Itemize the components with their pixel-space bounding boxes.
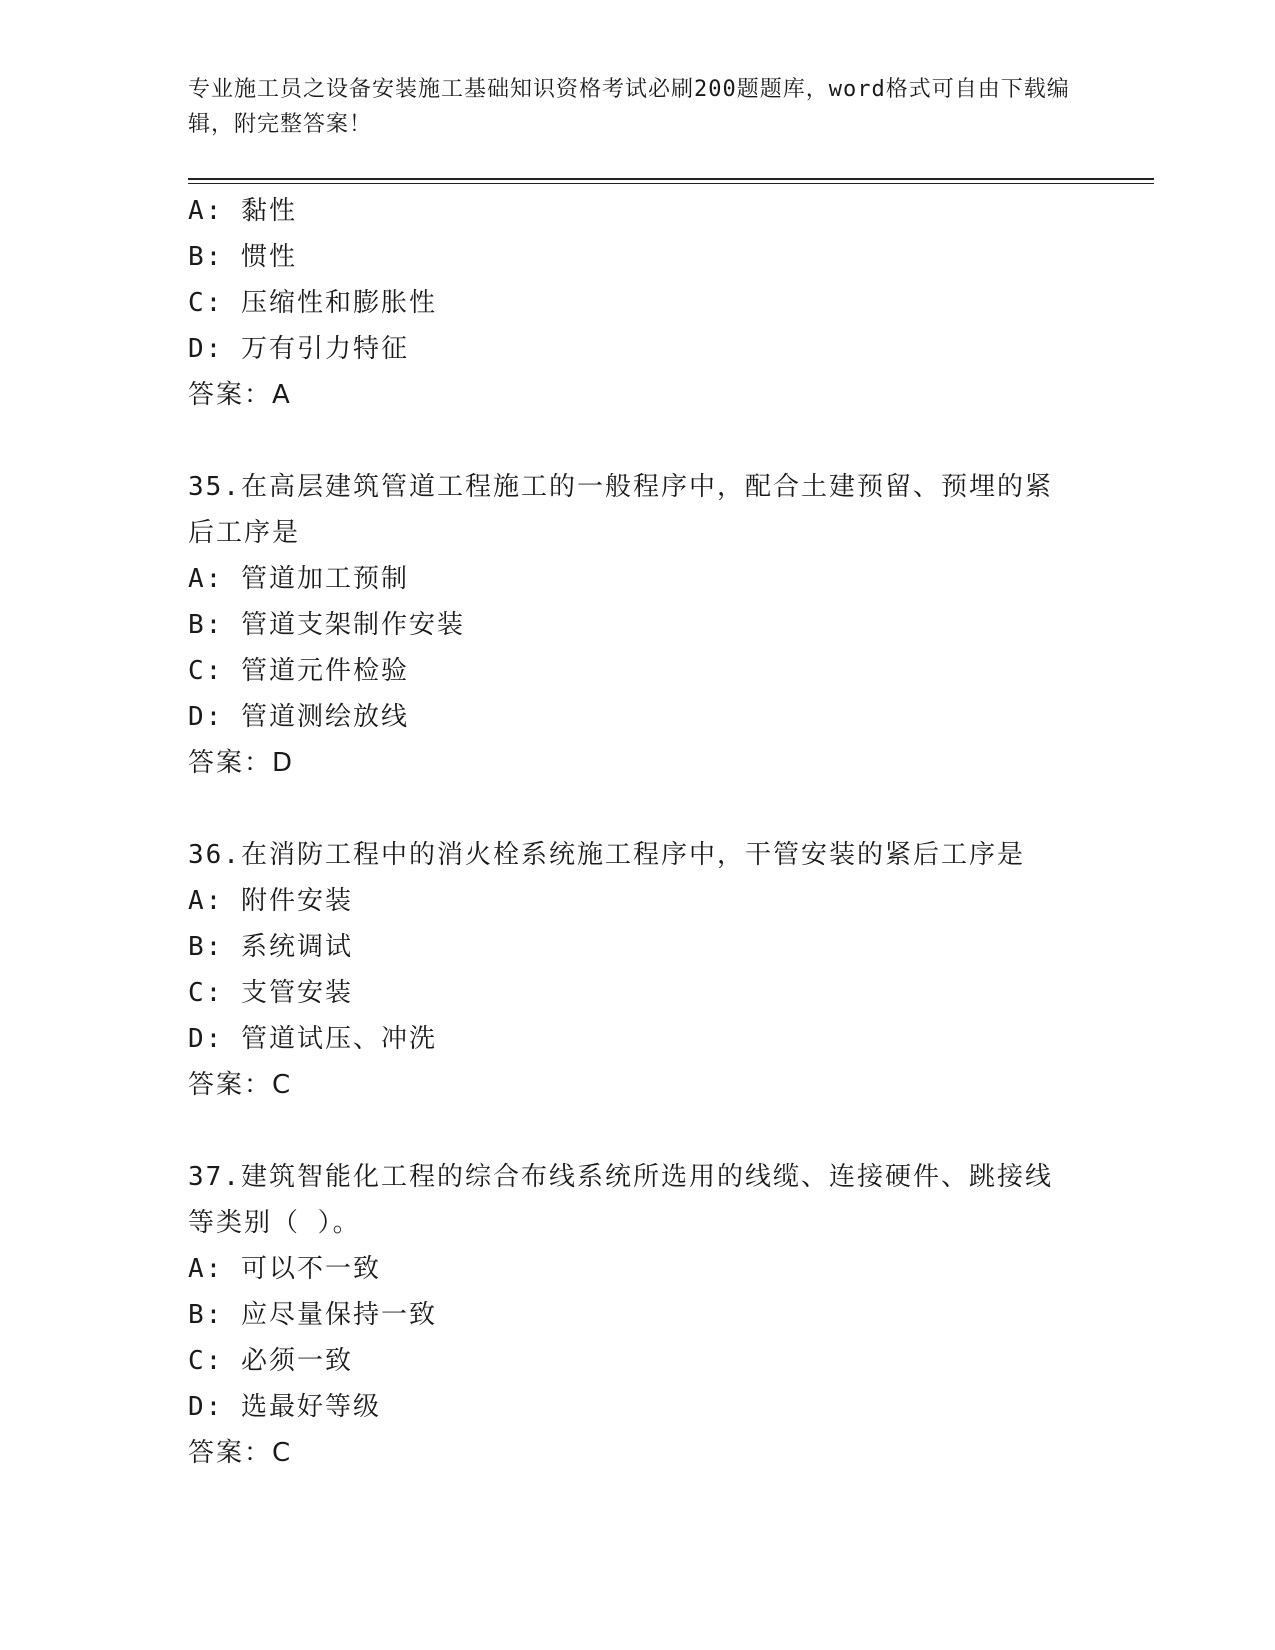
option-c: C: 支管安装 — [188, 978, 353, 1008]
question-text: 36.在消防工程中的消火栓系统施工程序中，干管安装的紧后工序是 — [188, 840, 1025, 870]
option-a: A: 附件安装 — [188, 886, 353, 916]
answer: 答案：A — [188, 380, 292, 410]
question-36 — [188, 832, 1088, 1108]
option-b: B: 系统调试 — [188, 932, 353, 962]
option-c: C: 必须一致 — [188, 1346, 353, 1376]
option-b: B: 应尽量保持一致 — [188, 1300, 437, 1330]
option-a: A: 管道加工预制 — [188, 564, 409, 594]
question-35 — [188, 464, 1088, 786]
spacer — [188, 786, 1088, 832]
question-content — [188, 188, 1088, 1476]
option-a: A: 可以不一致 — [188, 1254, 381, 1284]
option-b: B: 惯性 — [188, 242, 297, 272]
question-text: 37.建筑智能化工程的综合布线系统所选用的线缆、连接硬件、跳接线等类别（ ）。 — [188, 1162, 1053, 1238]
spacer — [188, 1108, 1088, 1154]
option-a: A: 黏性 — [188, 196, 297, 226]
spacer — [188, 418, 1088, 464]
option-d: D: 万有引力特征 — [188, 334, 409, 364]
answer: 答案：C — [188, 1070, 293, 1100]
option-b: B: 管道支架制作安装 — [188, 610, 465, 640]
document-header: 专业施工员之设备安装施工基础知识资格考试必刷200题题库，word格式可自由下载编辑，附完整答案！ — [188, 77, 1070, 137]
option-c: C: 管道元件检验 — [188, 656, 409, 686]
partial-question — [188, 188, 1088, 418]
answer: 答案：D — [188, 748, 295, 778]
option-d: D: 管道试压、冲洗 — [188, 1024, 437, 1054]
option-d: D: 选最好等级 — [188, 1392, 381, 1422]
answer: 答案：C — [188, 1438, 293, 1468]
question-37 — [188, 1154, 1088, 1476]
header-rule-thin — [188, 183, 1154, 184]
option-d: D: 管道测绘放线 — [188, 702, 409, 732]
option-c: C: 压缩性和膨胀性 — [188, 288, 437, 318]
header-rule-thick — [188, 178, 1154, 180]
question-text: 35.在高层建筑管道工程施工的一般程序中，配合土建预留、预埋的紧后工序是 — [188, 472, 1053, 548]
